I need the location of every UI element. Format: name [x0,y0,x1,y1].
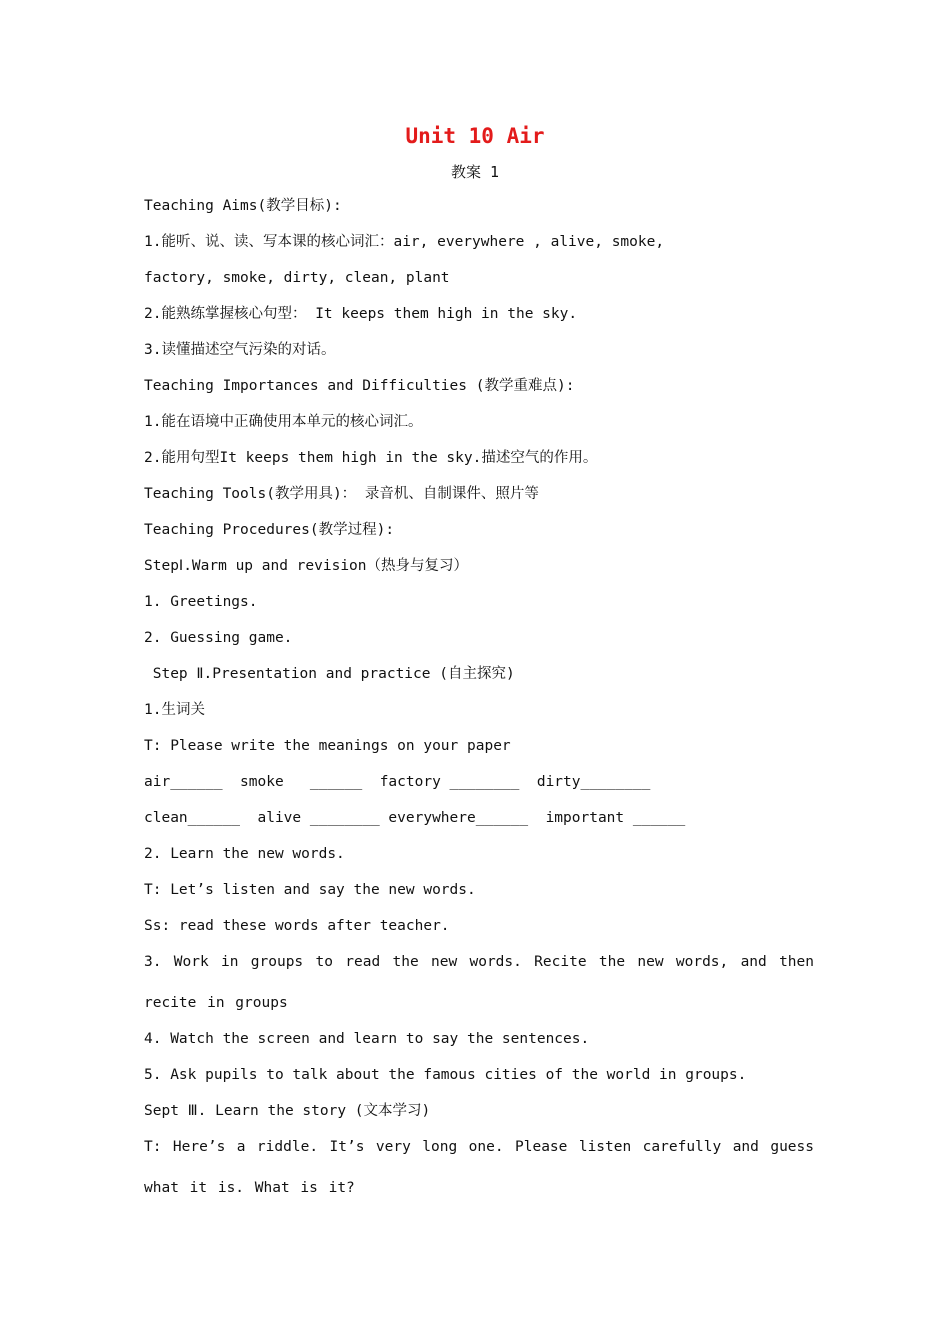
text-line: factory, smoke, dirty, clean, plant [144,270,450,286]
text-line: T: Please write the meanings on your paper [144,738,511,754]
text-line: 2. Guessing game. [144,630,293,646]
text-line: Ss: read these words after teacher. [144,918,450,934]
text-paragraph: T: Here’s a riddle. It’s very long one. Please listen carefully and guess what it is. What is it? [144,1139,814,1196]
text-line: air______ smoke ______ factory ________ dirty________ [144,774,651,790]
text-line: Teaching Tools(教学用具)： 录音机、自制课件、照片等 [144,486,539,502]
text-line: 3.读懂描述空气污染的对话。 [144,342,336,358]
text-line: StepⅠ.Warm up and revision（热身与复习） [144,558,469,574]
text-line: 1.能听、说、读、写本课的核心词汇：air, everywhere , alive, smoke, [144,234,665,250]
text-line: 1.生词关 [144,702,205,718]
text-line: Teaching Aims(教学目标): [144,198,342,214]
text-line: T: Let’s listen and say the new words. [144,882,476,898]
text-line: Step Ⅱ.Presentation and practice (自主探究) [144,666,515,682]
text-line: 5. Ask pupils to talk about the famous cities of the world in groups. [144,1067,747,1083]
text-line: Teaching Importances and Difficulties (教学重难点): [144,378,575,394]
document-subtitle: 教案 1 [450,163,500,181]
text-line: 4. Watch the screen and learn to say the sentences. [144,1031,590,1047]
text-line: Teaching Procedures(教学过程): [144,522,395,538]
text-line: 2.能用句型It keeps them high in the sky.描述空气的作用。 [144,450,598,466]
document-body [144,194,814,1212]
text-line: Sept Ⅲ. Learn the story (文本学习) [144,1103,431,1119]
text-line: 1.能在语境中正确使用本单元的核心词汇。 [144,414,423,430]
text-line: 2.能熟练掌握核心句型： It keeps them high in the sky. [144,306,578,322]
text-line: clean______ alive ________ everywhere______ important ______ [144,810,686,826]
text-line: 2. Learn the new words. [144,846,345,862]
text-paragraph: 3. Work in groups to read the new words. Recite the new words, and then recite in groups [144,954,814,1011]
text-line: 1. Greetings. [144,594,258,610]
document-title: Unit 10 Air [405,124,545,148]
